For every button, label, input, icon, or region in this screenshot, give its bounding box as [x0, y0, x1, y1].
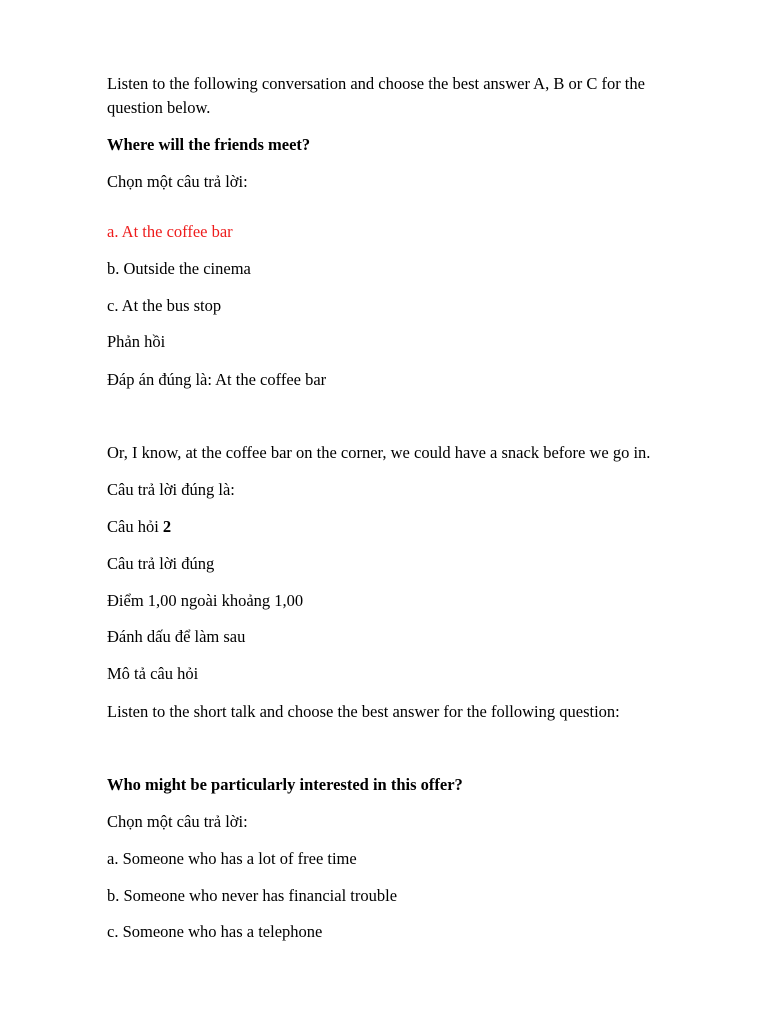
- q2-flag-link[interactable]: Đánh dấu để làm sau: [107, 627, 246, 646]
- q2-option-b[interactable]: b. Someone who never has financial trouble: [107, 886, 398, 905]
- q2-instruction: Listen to the short talk and choose the best answer for the following question:: [107, 702, 620, 721]
- q2-status: Câu trả lời đúng: [107, 554, 215, 573]
- q1-choose-prompt: Chọn một câu trả lời:: [107, 172, 248, 191]
- q2-description-label: Mô tả câu hỏi: [107, 664, 199, 683]
- q2-question-label: [107, 515, 171, 539]
- q1-feedback-label: Phản hồi: [107, 332, 166, 351]
- q1-transcript: Or, I know, at the coffee bar on the corner, we could have a snack before we go in.: [107, 443, 651, 462]
- q1-correct-answer-label: Câu trả lời đúng là:: [107, 480, 235, 499]
- q1-option-b[interactable]: b. Outside the cinema: [107, 259, 251, 278]
- q1-option-a[interactable]: a. At the coffee bar: [107, 222, 233, 241]
- q2-question: Who might be particularly interested in this offer?: [107, 775, 463, 794]
- q2-score: Điểm 1,00 ngoài khoảng 1,00: [107, 591, 304, 610]
- q2-choose-prompt: Chọn một câu trả lời:: [107, 812, 248, 831]
- q1-option-c[interactable]: c. At the bus stop: [107, 296, 222, 315]
- q2-question-label-text: Câu hỏi: [107, 517, 159, 536]
- q1-instruction: Listen to the following conversation and choose the best answer A, B or C for the question below.: [107, 74, 645, 117]
- q1-question: Where will the friends meet?: [107, 135, 311, 154]
- q2-question-number: 2: [162, 517, 172, 536]
- q1-correct-answer: Đáp án đúng là: At the coffee bar: [107, 370, 327, 389]
- q2-option-a[interactable]: a. Someone who has a lot of free time: [107, 849, 357, 868]
- q2-option-c[interactable]: c. Someone who has a telephone: [107, 922, 323, 941]
